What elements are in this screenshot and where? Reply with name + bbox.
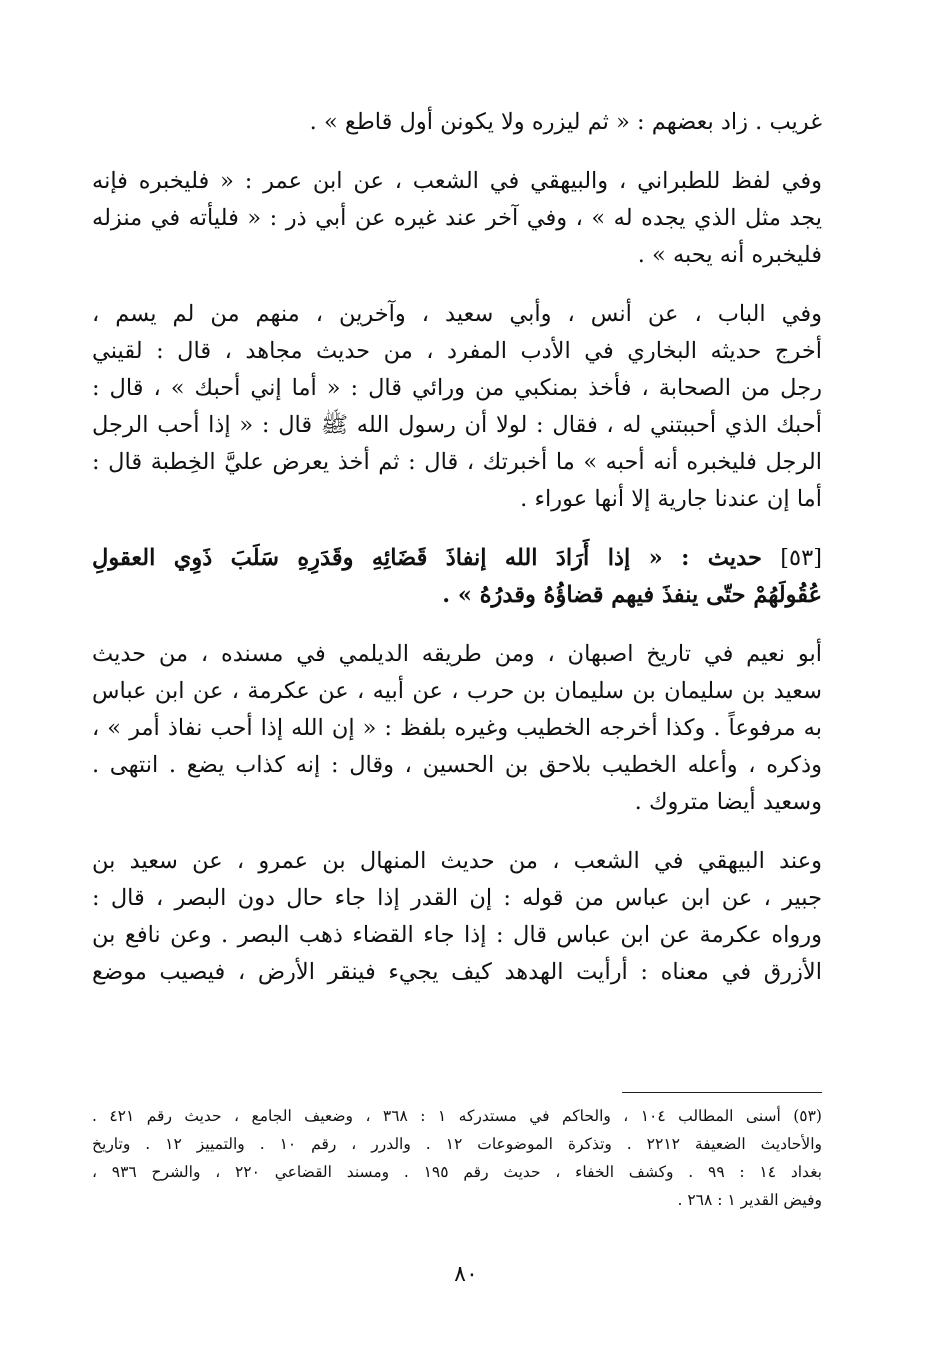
text-line: فليخبره أنه يحبه » . (637, 242, 822, 268)
hadith-text: حديث : « إذا أَرَادَ الله إنفاذَ قَضَائِهِ وقَدَرِهِ سَلَبَ ذَوِي العقولِ (92, 545, 762, 571)
text-line: جبير ، عن ابن عباس من قوله : إن القدر إذا جاء حال دون البصر ، قال : (92, 885, 822, 911)
text-line: الرجل فليخبره أنه أحبه » ما أخبرتك ، قال : ثم أخذ يعرض عليَّ الخِطبة قال : (92, 449, 822, 475)
hadith-53 (92, 540, 822, 614)
paragraph-6 (92, 843, 822, 991)
footnote-line: وفيض القدير ١ : ٢٦٨ . (677, 1191, 822, 1209)
text-line: ورواه عكرمة عن ابن عباس قال : إذا جاء القضاء ذهب البصر . وعن نافع بن (92, 922, 822, 948)
text-line: وذكره ، وأعله الخطيب بلاحق بن الحسين ، وقال : إنه كذاب يضع . انتهى . (92, 752, 822, 778)
text-line: الأزرق في معناه : أرأيت الهدهد كيف يجيء فينقر الأرض ، فيصيب موضع (92, 959, 822, 985)
page-number: ٨٠ (454, 1262, 478, 1287)
paragraph-5 (92, 636, 822, 821)
footnote (92, 1102, 822, 1214)
text-line: وسعيد أيضا متروك . (634, 789, 822, 815)
footnote-line: بغداد ١٤ : ٩٩ . وكشف الخفاء ، حديث رقم ١٩٥ . ومسند القضاعي ٢٢٠ ، والشرح ٩٣٦ ، (92, 1163, 822, 1181)
text-line (92, 540, 822, 577)
footnote-line: والأحاديث الضعيفة ٢٢١٢ . وتذكرة الموضوعات ١٢ . والدرر ، رقم ١٠ . والتمييز ١٢ . وتاريخ (92, 1135, 822, 1153)
text-line: يجد مثل الذي يجده له » ، وفي آخر عند غيره عن أبي ذر : « فليأته في منزله (92, 205, 822, 231)
text-line: أبو نعيم في تاريخ اصبهان ، ومن طريقه الديلمي في مسنده ، من حديث (92, 641, 822, 667)
footnote-divider (622, 1092, 822, 1093)
text-line: غريب . زاد بعضهم : « ثم ليزره ولا يكونن أول قاطع » . (309, 109, 822, 135)
paragraph-1 (92, 104, 822, 141)
main-text (92, 104, 822, 1013)
text-line: سعيد بن سليمان بن سليمان بن حرب ، عن أبيه ، عن عكرمة ، عن ابن عباس (92, 678, 822, 704)
footnote-line: (٥٣) أسنى المطالب ١٠٤ ، والحاكم في مستدركه ١ : ٣٦٨ ، وضعيف الجامع ، حديث رقم ٤٢١ . (92, 1107, 822, 1125)
text-line: وعند البيهقي في الشعب ، من حديث المنهال بن عمرو ، عن سعيد بن (92, 848, 822, 874)
text-line: أحبك الذي أحببتني له ، فقال : لولا أن رسول الله ﷺ قال : « إذا أحب الرجل (92, 412, 822, 438)
text-line: وفي الباب ، عن أنس ، وأبي سعيد ، وآخرين ، منهم من لم يسم ، (92, 301, 822, 327)
paragraph-2 (92, 163, 822, 274)
text-line: أما إن عندنا جارية إلا أنها عوراء . (520, 486, 822, 512)
text-line: عُقُولَهُمْ حتّى ينفذَ فيهم قضاؤُهُ وقدرُهُ » . (442, 582, 822, 608)
text-line: أخرج حديثه البخاري في الأدب المفرد ، من حديث مجاهد ، قال : لقيني (92, 338, 822, 364)
paragraph-3 (92, 296, 822, 518)
hadith-number: [٥٣] (780, 545, 822, 571)
text-line: وفي لفظ للطبراني ، والبيهقي في الشعب ، عن ابن عمر : « فليخبره فإنه (92, 168, 822, 194)
text-line: رجل من الصحابة ، فأخذ بمنكبي من ورائي قال : « أما إني أحبك » ، قال : (92, 375, 822, 401)
text-line: به مرفوعاً . وكذا أخرجه الخطيب وغيره بلفظ : « إن الله إذا أحب نفاذ أمر » ، (92, 715, 822, 741)
